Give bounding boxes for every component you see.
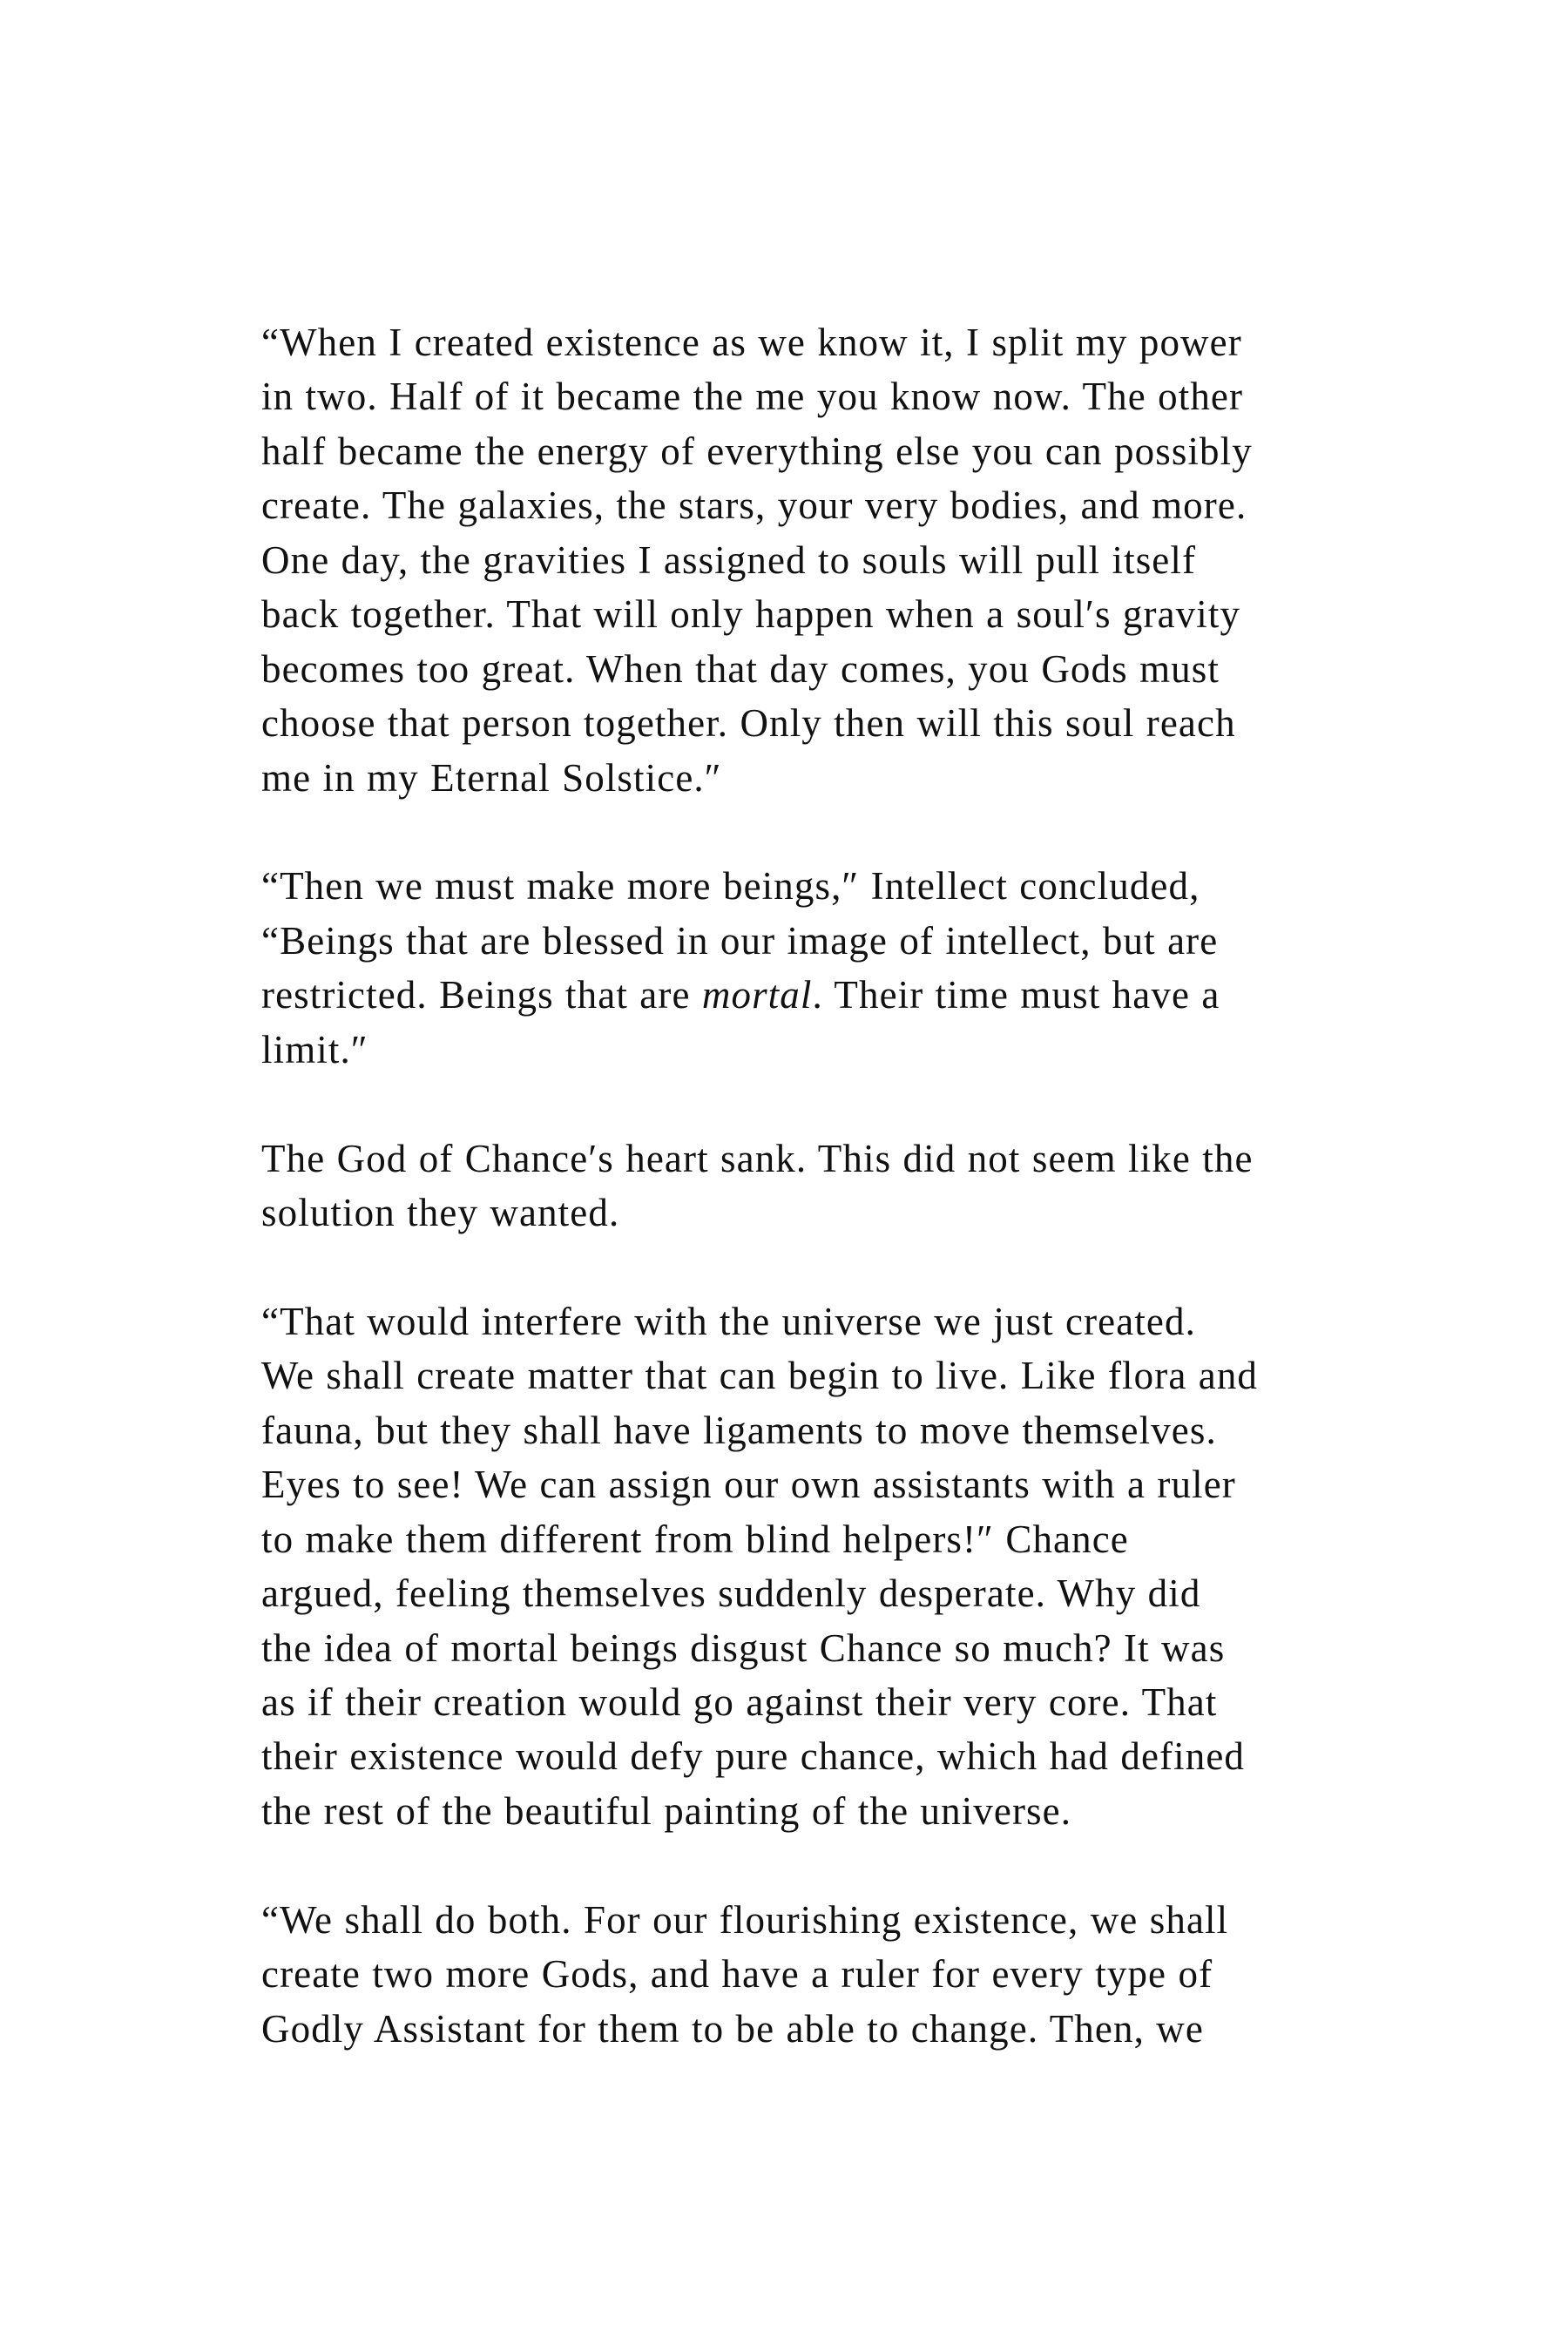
text-line: [261, 859, 1324, 913]
italic-text-segment: mortal: [701, 973, 813, 1017]
text-segment: in two. Half of it became the me you know now. The other: [261, 375, 1244, 419]
text-line: [261, 2002, 1324, 2056]
text-line: [261, 424, 1324, 478]
text-segment: back together. That will only happen when a soul′s gravity: [261, 592, 1241, 637]
body-text: [261, 315, 1324, 2056]
text-segment: One day, the gravities I assigned to souls will pull itself: [261, 537, 1197, 582]
text-segment: The God of Chance′s heart sank. This did not seem like the: [261, 1136, 1254, 1180]
text-line: [261, 751, 1324, 805]
text-segment: becomes too great. When that day comes, you Gods must: [261, 646, 1220, 691]
text-line: [261, 642, 1324, 696]
text-segment: limit.″: [261, 1027, 368, 1071]
text-line: [261, 315, 1324, 369]
text-line: [261, 1457, 1324, 1511]
text-line: [261, 696, 1324, 750]
text-line: [261, 478, 1324, 532]
text-segment: We shall create matter that can begin to live. Like flora and: [261, 1354, 1259, 1398]
paragraph: [261, 1132, 1324, 1240]
text-line: [261, 1784, 1324, 1838]
text-line: [261, 1294, 1324, 1348]
text-segment: create. The galaxies, the stars, your very bodies, and more.: [261, 483, 1247, 528]
text-segment: “That would interfere with the universe we just created.: [261, 1299, 1196, 1343]
text-segment: argued, feeling themselves suddenly desperate. Why did: [261, 1571, 1201, 1616]
text-line: [261, 1512, 1324, 1566]
text-segment: “We shall do both. For our flourishing existence, we shall: [261, 1897, 1229, 1942]
text-line: [261, 1403, 1324, 1457]
text-segment: Eyes to see! We can assign our own assistants with a ruler: [261, 1463, 1236, 1507]
text-segment: to make them different from blind helpers!″ Chance: [261, 1517, 1129, 1561]
text-line: [261, 1132, 1324, 1186]
text-line: [261, 1621, 1324, 1675]
text-segment: restricted. Beings that are: [261, 973, 702, 1017]
text-segment: “Then we must make more beings,″ Intellect concluded,: [261, 864, 1200, 909]
text-segment: “Beings that are blessed in our image of intellect, but are: [261, 918, 1219, 963]
text-line: [261, 1348, 1324, 1402]
text-line: [261, 1566, 1324, 1620]
text-segment: their existence would defy pure chance, which had defined: [261, 1734, 1246, 1779]
text-segment: . Their time must have a: [812, 973, 1220, 1017]
text-line: [261, 1023, 1324, 1077]
text-line: [261, 1947, 1324, 2001]
text-segment: half became the energy of everything else you can possibly: [261, 429, 1253, 473]
paragraph: [261, 1294, 1324, 1838]
text-line: [261, 1675, 1324, 1729]
text-segment: Godly Assistant for them to be able to change. Then, we: [261, 2006, 1204, 2051]
text-segment: create two more Gods, and have a ruler for every type of: [261, 1952, 1213, 1997]
text-line: [261, 369, 1324, 423]
text-line: [261, 1186, 1324, 1240]
text-line: [261, 587, 1324, 641]
text-segment: me in my Eternal Solstice.″: [261, 755, 722, 800]
text-line: [261, 1893, 1324, 1947]
text-segment: as if their creation would go against their very core. That: [261, 1680, 1218, 1724]
text-segment: “When I created existence as we know it, I split my power: [261, 321, 1242, 364]
paragraph: [261, 315, 1324, 805]
text-segment: choose that person together. Only then will this soul reach: [261, 701, 1236, 746]
text-line: [261, 533, 1324, 587]
text-line: [261, 1729, 1324, 1783]
paragraph: [261, 859, 1324, 1077]
text-segment: fauna, but they shall have ligaments to move themselves.: [261, 1408, 1217, 1452]
text-segment: solution they wanted.: [261, 1191, 620, 1234]
text-line: [261, 914, 1324, 968]
text-segment: the idea of mortal beings disgust Chance so much? It was: [261, 1625, 1226, 1670]
text-segment: the rest of the beautiful painting of the universe.: [261, 1788, 1072, 1833]
paragraph: [261, 1893, 1324, 2056]
text-line: [261, 968, 1324, 1022]
